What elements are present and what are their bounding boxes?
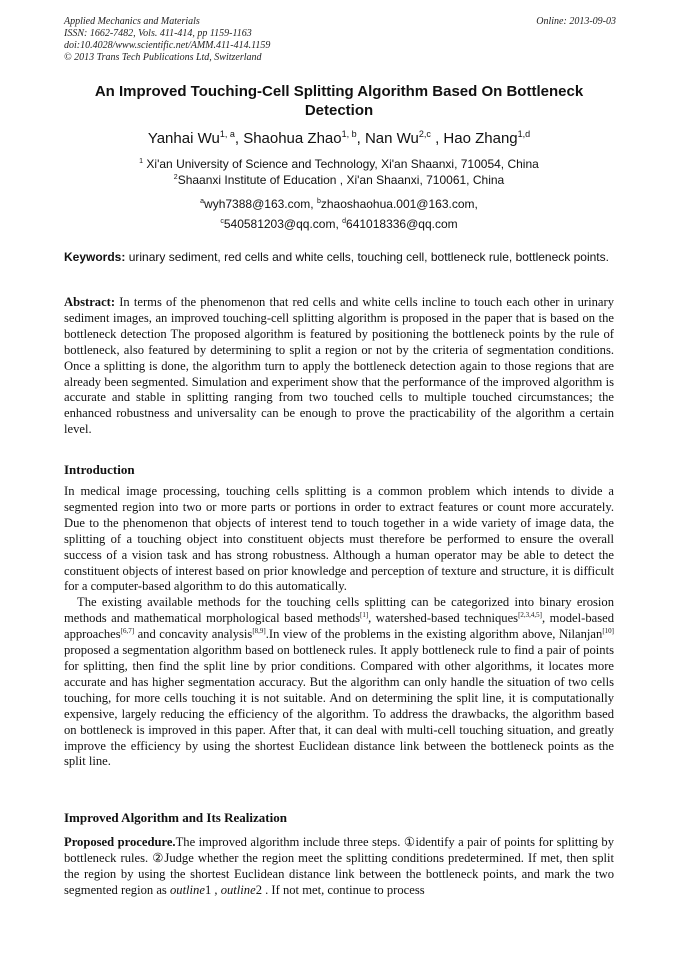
- email-sup: d: [342, 218, 347, 225]
- email-sup: a: [200, 198, 205, 205]
- keywords: [64, 250, 614, 265]
- math-number: 1: [204, 882, 212, 897]
- math-outline: outline: [169, 882, 205, 897]
- text-run: .In view of the problems in the existing algorithm above, Nilanjan: [265, 627, 603, 642]
- citation: [2,3,4,5]: [518, 611, 542, 620]
- text-run: , model-based approaches: [64, 611, 614, 642]
- copyright-line: © 2013 Trans Tech Publications Ltd, Switzerland: [64, 52, 262, 63]
- text-run: The improved algorithm include three steps. ①identify a pair of points for splitting by bottleneck rules. ②Judge whether the region meet the splitting conditions predetermined. If met, then split the region by using the shortest Euclidean distance link between the bottleneck points, and mark the two segmented region as: [64, 835, 614, 897]
- email-address: 641018336@qq.com: [346, 217, 458, 231]
- email-address: wyh7388@163.com,: [204, 197, 314, 211]
- affiliation-text: Xi'an University of Science and Technology, Xi'an Shaanxi, 710054, China: [146, 157, 539, 171]
- abstract-text: In terms of the phenomenon that red cells and white cells incline to touch each other in urinary sediment images, an improved touching-cell splitting algorithm is proposed in the paper that is based on the bottleneck detection The proposed algorithm is featured by positioning the bottleneck points by the rule of bottleneck, also featured by determining to split a region or not by the criteria of segmentation conditions. Once a splitting is done, the algorithm turn to apply the bottleneck detection again to those regions that are already been segmented. Simulation and experiment show that the performance of the improved algorithm is accurate and stable in splitting ranging from two touched cells to multiple touched circumstances; the enhanced robustness and universality can be enough to prove the practicability of the algorithm a certain level.: [64, 295, 614, 437]
- procedure-label: Proposed procedure.: [64, 835, 176, 849]
- math-outline: outline: [220, 882, 256, 897]
- affiliation-text: Shaanxi Institute of Education , Xi'an Shaanxi, 710061, China: [177, 173, 505, 187]
- author-name: Shaohua Zhao: [243, 130, 342, 147]
- online-date: Online: 2013-09-03: [536, 16, 616, 27]
- math-number: 2: [255, 882, 262, 897]
- introduction-body: [64, 484, 614, 770]
- text-run: The existing available methods for the touching cells splitting can be categorized into binary erosion methods and mathematical morphological based methods: [64, 595, 614, 626]
- author-sup: 1, b: [341, 129, 357, 139]
- issn-line: ISSN: 1662-7482, Vols. 411-414, pp 1159-1163: [64, 28, 252, 39]
- email-address: 540581203@qq.com,: [223, 217, 339, 231]
- paper-title: An Improved Touching-Cell Splitting Algorithm Based On Bottleneck Detection: [94, 83, 584, 119]
- text-run: proposed a segmentation algorithm based on bottleneck rules. It apply bottleneck rule to find a pair of points for splitting, then find the split line by prior conditions. Compared with other algorithms, it locates more accurate and has higher segmentation accuracy. But the algorithm can only handle the situation of two cells touching, for more cells touching it is not suitable. And on determining the split line, it is computationally expensive, largely reducing the efficiency of the algorithm. To address the drawbacks, the algorithm based on bottleneck is improved in this paper. After that, it can deal with multi-cell touching situation, and greatly improve the efficiency by using the shortest Euclidean distance link between the bottleneck points as the split line.: [64, 643, 614, 769]
- author-sup: 2,c: [418, 129, 431, 139]
- text-run: ,: [211, 882, 221, 897]
- author-sup: 1,d: [517, 129, 531, 139]
- email-block: [64, 194, 614, 234]
- author-name: Hao Zhang: [443, 130, 518, 147]
- author-sup: 1, a: [219, 129, 235, 139]
- intro-paragraph-1: In medical image processing, touching cells splitting is a common problem which intends to divide a segmented region into two or more parts or portions in order to extract features or count more accurately. Due to the phenomenon that objects of interest tend to touch together in a wide variety of image data, the splitting of a touching object into constituent objects must therefore be performed to ensure the overall success of a vision task and has strong robustness. Although a human operator may be able to detect the constituent objects of interest based on prior knowledge and perception of texture and structure, it is difficult for a computer-based algorithm to do this automatically.: [64, 484, 614, 594]
- doi-line: doi:10.4028/www.scientific.net/AMM.411-414.1159: [64, 40, 271, 51]
- keywords-label: Keywords:: [64, 250, 126, 264]
- affiliation-line: [64, 172, 614, 188]
- citation: [8,9]: [252, 627, 266, 636]
- affiliation-sup: 2: [173, 174, 178, 181]
- author-list: Yanhai Wu$^{1, a}$, Shaohua Zhao$^{1, b}$, Nan Wu$^{2,c}$ , Hao Zhang$^{1,d}$: [147, 129, 531, 147]
- text-run: . If not met, continue to process: [261, 882, 425, 897]
- affiliation-line: [64, 156, 614, 172]
- keywords-text: urinary sediment, red cells and white cells, touching cell, bottleneck rule, bottleneck points.: [128, 250, 609, 264]
- abstract: [64, 295, 614, 438]
- email-address: zhaoshaohua.001@163.com,: [320, 197, 478, 211]
- abstract-label: Abstract:: [64, 295, 116, 309]
- text-run: , watershed-based techniques: [368, 611, 519, 626]
- journal-name: Applied Mechanics and Materials: [64, 16, 200, 27]
- email-sup: b: [316, 198, 321, 205]
- email-line: [64, 214, 614, 234]
- journal-header: [64, 16, 616, 64]
- author-name: Nan Wu: [364, 130, 419, 147]
- text-run: and concavity analysis: [134, 627, 253, 642]
- affiliations: [64, 156, 614, 188]
- intro-paragraph-2: [64, 595, 614, 770]
- author-name: Yanhai Wu: [147, 130, 220, 147]
- introduction-heading: Introduction: [64, 462, 135, 477]
- proposed-procedure: [64, 835, 614, 899]
- citation: [1]: [359, 611, 369, 620]
- section-heading: Improved Algorithm and Its Realization: [64, 810, 287, 825]
- email-line: [64, 194, 614, 214]
- citation: [10]: [602, 627, 614, 636]
- email-sup: c: [220, 218, 224, 225]
- citation: [6,7]: [120, 627, 135, 636]
- affiliation-sup: 1: [139, 158, 144, 165]
